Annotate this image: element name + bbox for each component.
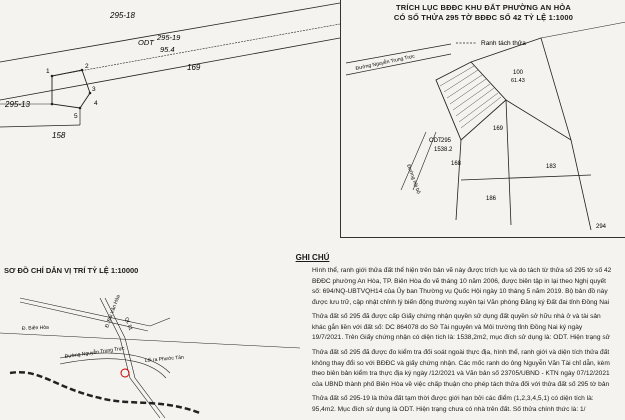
extract-panel [340,0,625,238]
label-parcel-main: 295-19 [157,33,181,42]
vertex-5: 5 [74,113,78,120]
vertex-1: 1 [46,68,50,75]
note-item [312,394,612,418]
street-top-label: Đường Nguyễn Trung Trực [355,53,416,72]
extract-n169: 169 [493,126,504,132]
note-item [312,312,612,344]
label-neighbor-29513: 295-13 [5,100,30,109]
extract-parcel-type: ODT [429,138,442,144]
note-item [312,348,612,390]
label-parcel-top: 295-18 [110,11,135,20]
extract-n168: 168 [451,161,462,167]
extract-map [341,0,625,238]
note-text: Thửa đất số 295-19 là thửa đất tạm thời được giới hạn bởi các điểm (1,2,3,4,5,1) có diện tích là: 95,4m2. Mục đích sử dụng là ODT. Hiện trạng chưa có nhà trên đất. Số thửa chính thức là: 1/ [312,395,594,413]
extract-n294: 294 [596,224,607,230]
vertex-2: 2 [85,63,89,70]
notes-title: GHI CHÚ [295,253,330,262]
street-side-label: Đường nội bộ [405,163,422,195]
label-odt: ODT [138,38,154,47]
label-area: 95.4 [160,45,175,54]
road-nguyen-trung-truc: Đường Nguyễn Trung Trực [64,345,125,360]
extract-n100-sub: 61.43 [511,78,525,84]
extract-n186: 186 [486,196,497,202]
extract-parcel-id: 295 [441,138,452,144]
extract-parcel-area: 1538.2 [434,147,453,153]
label-neighbor-169: 169 [187,63,201,72]
road-bien-hoa: Đ. Biên Hòa [21,324,50,332]
location-map [0,278,300,420]
extract-n100: 100 [513,70,524,76]
note-item [312,266,612,308]
vertex-3: 3 [92,86,96,93]
note-text: Thửa đất số 295 đã được đo kiểm tra đối soát ngoài thực địa, hình thể, ranh giới và diện tích thửa đất không thay đổi so với BĐĐC và giấy chứng nhận. Các mốc ranh do ông Nguyễn Văn Tài chỉ dẫn, kèm theo biên bản kiểm tra thực địa ký ngày /12/2021 và Văn bản số 23705/UBND - KTN ngày 07/12/2021 của UBND thành phố Biên Hòa về việc chấp thuận cho phép tách thửa đối với thửa đất số 295 tờ bản [312,349,610,388]
extract-title-line2: CÓ SỐ THỬA 295 TỜ BĐĐC SỐ 42 TỶ LỆ 1:1000 [393,13,574,22]
extract-title-line1: TRÍCH LỤC BĐĐC KHU ĐẤT PHƯỜNG AN HÒA [396,3,571,12]
label-neighbor-158: 158 [52,131,66,140]
legend-label: Ranh tách thửa [481,40,526,47]
note-text: Thửa đất số 295 đã được cấp Giấy chứng nhận quyền sử dụng đất quyền sở hữu nhà ở và tài sản khác gắn liền với đất số: DC 864078 do Sở Tài nguyên và Môi trường tỉnh Đồng Nai ký ngày 19/7/2021. Trên Giấy chứng nhận có diện tích là: 1538,2m2, mục đích sử dụng là: ODT. Hiện trạng sử [312,313,611,341]
main-parcel-plan [0,0,340,160]
location-title: SƠ ĐỒ CHỈ DẪN VỊ TRÍ TỶ LỆ 1:10000 [4,266,139,275]
road-bui-van-hoa: Đ. Bùi Văn Hòa [104,294,122,329]
vertex-4: 4 [94,100,98,107]
extract-n183: 183 [546,164,557,170]
road-ql51: QL 51 [123,316,134,332]
road-phuoc-tan: Lối ra Phước Tân [144,354,185,364]
note-text: Hình thể, ranh giới thửa đất thể hiện trên bản vẽ này được trích lục và do tách từ thửa số 295 tờ số 42 BĐĐC phường An Hòa, TP. Biên Hòa đo vẽ tháng 10 năm 2006, được biên tập in lại theo Nghị quyết số: 694/NQ-UBTVQH14 của Ủy ban Thường vụ Quốc Hội ngày 10 tháng 5 năm 2019. Bộ bản đồ này được lưu trữ, cập nhật chỉnh lý biến động thường xuyên tại Văn phòng Đăng ký Đất đai tỉnh Đồng Nai [312,267,612,306]
